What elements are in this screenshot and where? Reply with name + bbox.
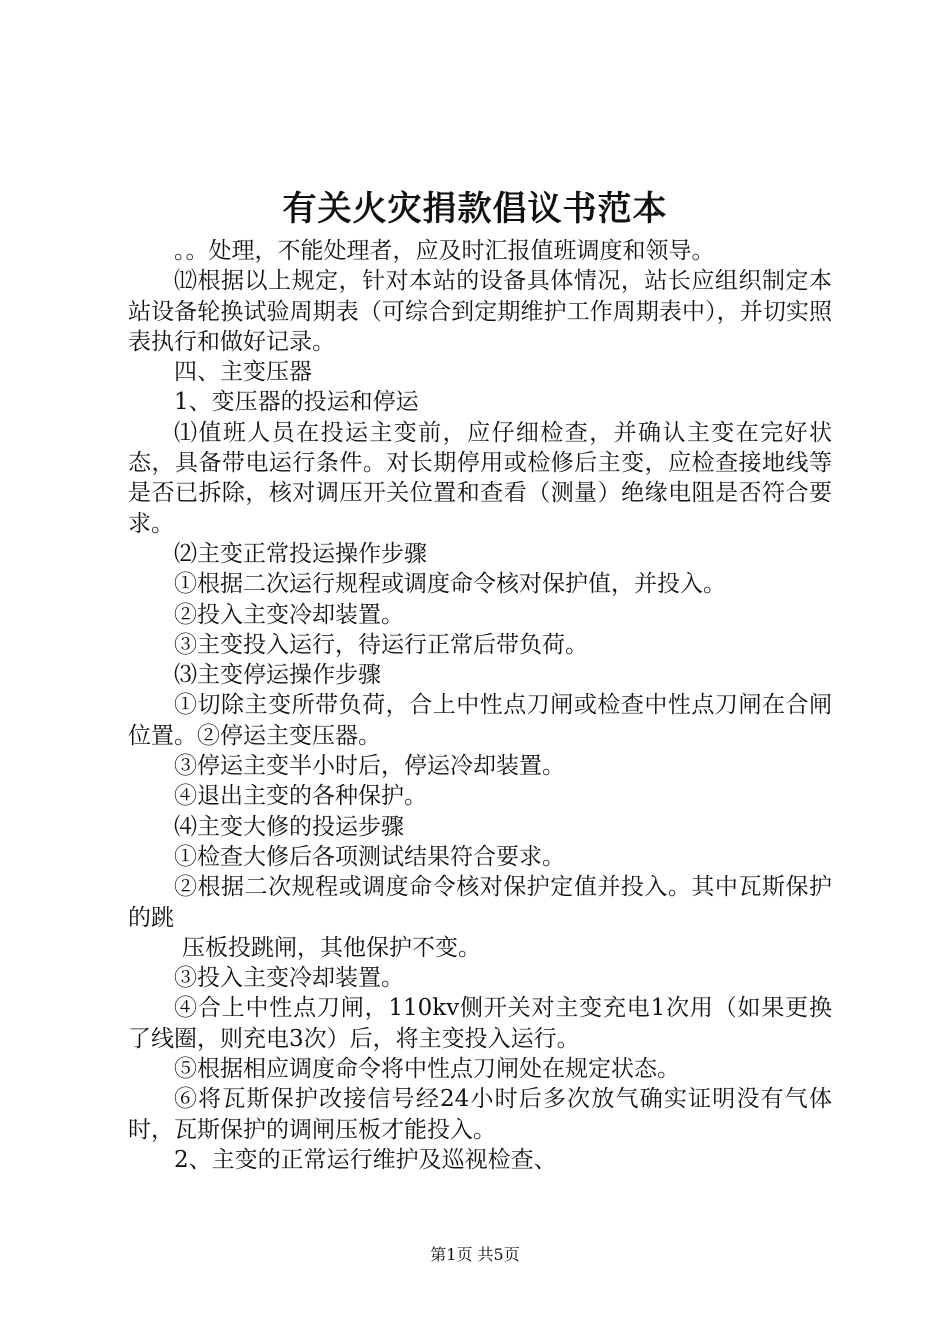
list-item: ⑤根据相应调度命令将中性点刀闸处在规定状态。 [174, 1056, 680, 1083]
list-item: ④退出主变的各种保护。 [174, 783, 427, 810]
list-item: ②根据二次规程或调度命令核对保护定值并投入。其中瓦斯保护的跳 [128, 874, 832, 931]
list-item: ⑥将瓦斯保护改接信号经24小时后多次放气确实证明没有气体时，瓦斯保护的调闸压板才能投入。 [128, 1086, 832, 1143]
list-item: ①根据二次运行规程或调度命令核对保护值，并投入。 [174, 571, 726, 598]
subsection-heading: 2、主变的正常运行维护及巡视检查、 [174, 1146, 557, 1173]
subsection-heading: 1、变压器的投运和停运 [174, 389, 419, 416]
list-item-continuation: 压板投跳闸，其他保护不变。 [182, 934, 481, 961]
list-item: ②投入主变冷却装置。 [174, 601, 404, 628]
list-item: ③主变投入运行，待运行正常后带负荷。 [174, 631, 588, 658]
list-item: ③停运主变半小时后，停运冷却装置。 [174, 753, 565, 780]
document-body [128, 236, 832, 1175]
list-heading: ⑶主变停运操作步骤 [174, 662, 381, 689]
list-heading: ⑵主变正常投运操作步骤 [174, 540, 427, 567]
list-item: ③投入主变冷却装置。 [174, 965, 404, 992]
list-item: ④合上中性点刀闸，110kv侧开关对主变充电1次用（如果更换了线圈，则充电3次）后，将主变投入运行。 [128, 995, 832, 1052]
paragraph: 。。处理，不能处理者，应及时汇报值班调度和领导。 [174, 238, 715, 264]
paragraph: ⑿根据以上规定，针对本站的设备具体情况，站长应组织制定本站设备轮换试验周期表（可综合到定期维护工作周期表中），并切实照表执行和做好记录。 [128, 268, 832, 355]
page-number-footer: 第1页 共5页 [430, 1245, 520, 1264]
list-heading: ⑷主变大修的投运步骤 [174, 813, 404, 840]
list-item: ①切除主变所带负荷，合上中性点刀闸或检查中性点刀闸在合闸位置。②停运主变压器。 [128, 692, 832, 749]
document-title: 有关火灾捐款倡议书范本 [282, 189, 668, 229]
list-item: ①检查大修后各项测试结果符合要求。 [174, 843, 565, 870]
paragraph: ⑴值班人员在投运主变前，应仔细检查，并确认主变在完好状态，具备带电运行条件。对长期停用或检修后主变，应检查接地线等是否已拆除，核对调压开关位置和查看（测量）绝缘电阻是否符合要求。 [128, 419, 832, 537]
section-heading: 四、主变压器 [174, 359, 312, 386]
